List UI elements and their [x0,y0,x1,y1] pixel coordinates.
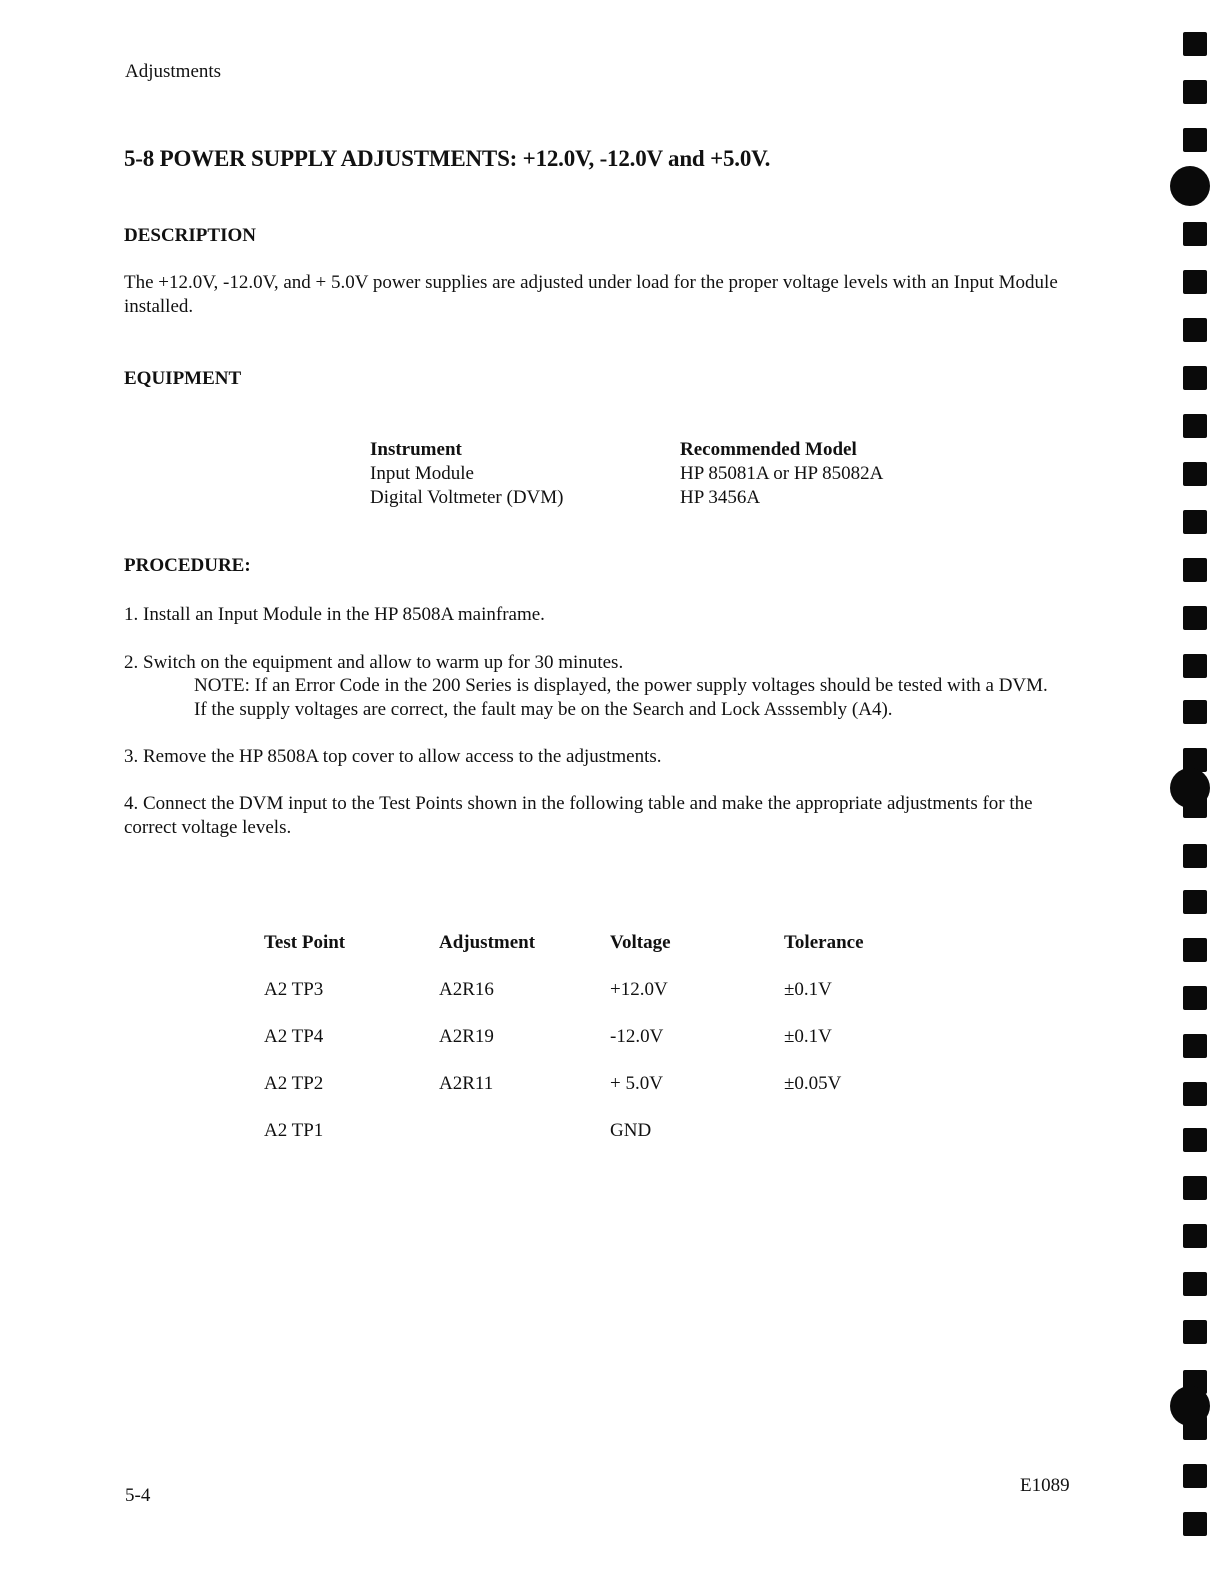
binder-hole [1183,890,1207,914]
equipment-col-model: Recommended Model [680,439,857,460]
equipment-heading: EQUIPMENT [124,368,242,389]
cell-voltage: GND [610,1120,652,1141]
binder-hole [1183,1320,1207,1344]
binder-hole [1183,1082,1207,1106]
binder-hole [1183,1464,1207,1488]
cell-tolerance: ±0.1V [784,1026,832,1047]
cell-adjustment: A2R16 [439,979,494,1000]
binder-hole [1183,1512,1207,1536]
binder-hole [1183,1128,1207,1152]
cell-adjustment: A2R11 [439,1073,494,1094]
equipment-model: HP 85081A or HP 85082A [680,463,884,484]
cell-voltage: -12.0V [610,1026,664,1047]
binder-hole [1183,986,1207,1010]
cell-test-point: A2 TP2 [264,1073,324,1094]
binder-hole [1183,1416,1207,1440]
binder-hole [1183,606,1207,630]
table-row [264,979,904,1026]
binder-hole [1183,80,1207,104]
procedure-step-3: 3. Remove the HP 8508A top cover to allow access to the adjustments. [124,746,662,767]
equipment-row [370,486,883,510]
binder-hole [1183,794,1207,818]
test-point-table [264,932,904,1167]
cell-tolerance: ±0.05V [784,1073,842,1094]
header-test-point: Test Point [264,932,346,953]
table-row [264,1120,904,1167]
cell-voltage: + 5.0V [610,1073,663,1094]
header-adjustment: Adjustment [439,932,536,953]
binder-hole [1183,1034,1207,1058]
binder-hole [1183,510,1207,534]
cell-voltage: +12.0V [610,979,668,1000]
header-tolerance: Tolerance [784,932,864,953]
procedure-heading: PROCEDURE: [124,555,251,576]
binder-hole [1183,366,1207,390]
binder-hole [1183,654,1207,678]
binder-hole [1183,318,1207,342]
cell-tolerance: ±0.1V [784,979,832,1000]
equipment-header-row [370,438,883,462]
binder-hole [1183,1272,1207,1296]
description-text: The +12.0V, -12.0V, and + 5.0V power supplies are adjusted under load for the proper voltage levels with an Input Module installed. [124,272,1058,317]
binder-hole [1183,1224,1207,1248]
binder-hole [1183,32,1207,56]
binder-hole [1183,558,1207,582]
cell-test-point: A2 TP1 [264,1120,324,1141]
binder-punch-strip [1180,0,1229,1584]
description-heading: DESCRIPTION [124,225,256,246]
table-row [264,1026,904,1073]
ring-hole [1170,166,1210,206]
document-code: E1089 [1020,1475,1070,1496]
binder-hole [1183,222,1207,246]
cell-adjustment: A2R19 [439,1026,494,1047]
cell-test-point: A2 TP3 [264,979,324,1000]
equipment-instrument: Digital Voltmeter (DVM) [370,487,564,508]
procedure-step-4: 4. Connect the DVM input to the Test Points shown in the following table and make the appropriate adjustments for the correct voltage levels. [124,793,1033,838]
equipment-row [370,462,883,486]
binder-hole [1183,414,1207,438]
equipment-instrument: Input Module [370,463,474,484]
binder-hole [1183,844,1207,868]
binder-hole [1183,700,1207,724]
table-row [264,1073,904,1120]
header-voltage: Voltage [610,932,671,953]
procedure-step-1: 1. Install an Input Module in the HP 8508A mainframe. [124,604,545,625]
binder-hole [1183,938,1207,962]
equipment-model: HP 3456A [680,487,761,508]
cell-test-point: A2 TP4 [264,1026,324,1047]
procedure-step-2: 2. Switch on the equipment and allow to warm up for 30 minutes. [124,652,624,673]
binder-hole [1183,270,1207,294]
equipment-col-instrument: Instrument [370,439,462,460]
equipment-table [370,438,883,510]
table-header-row [264,932,904,979]
binder-hole [1183,462,1207,486]
procedure-step-2-note: NOTE: If an Error Code in the 200 Series is displayed, the power supply voltages should be tested with a DVM. If the supply voltages are correct, the fault may be on the Search and Lock Asssembly (A4). [194,675,1048,720]
section-title: 5-8 POWER SUPPLY ADJUSTMENTS: +12.0V, -12.0V and +5.0V. [124,146,771,171]
binder-hole [1183,1176,1207,1200]
page-number: 5-4 [125,1485,151,1506]
running-head: Adjustments [125,61,222,82]
binder-hole [1183,128,1207,152]
